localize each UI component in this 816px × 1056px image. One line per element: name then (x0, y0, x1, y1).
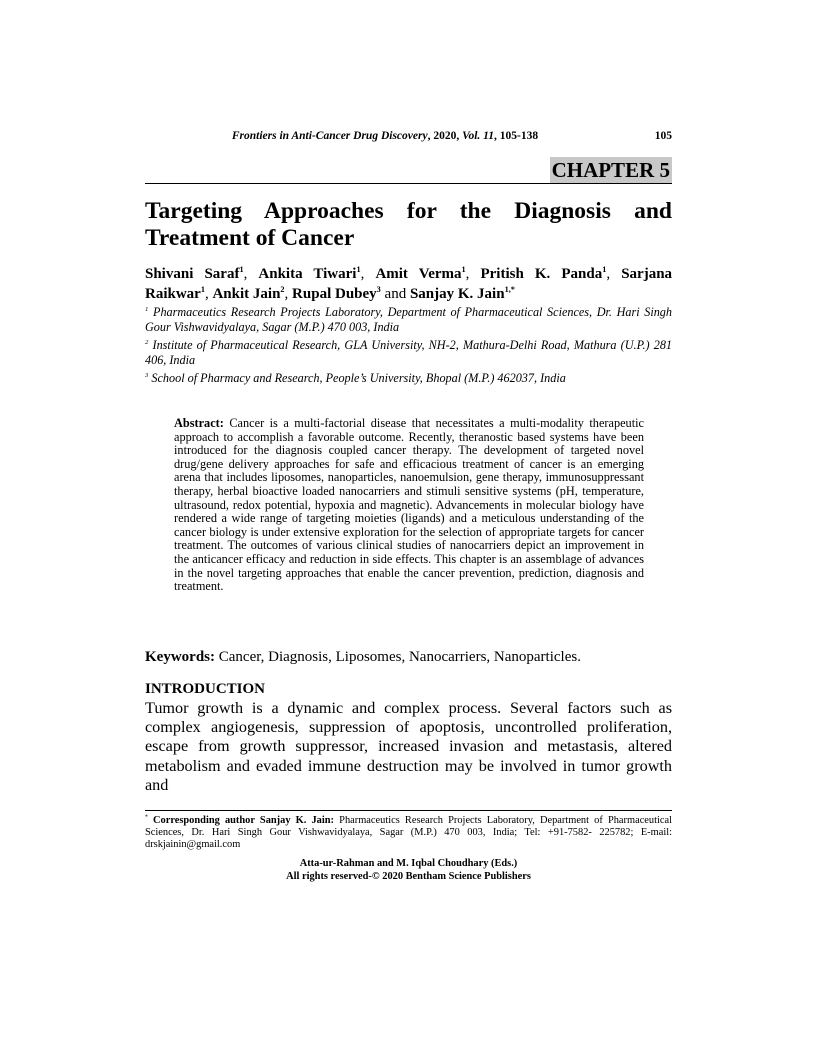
author-list: Shivani Saraf$^1$, Ankita Tiwari$^1$, Amit Verma$^1$, Pritish K. Panda$^1$, Sarjana Raikwar$^1$, Ankit Jain$^2$, Rupal Dubey$^3$ and Sanjay K. Jain$^{1,*}$ (145, 265, 673, 302)
section-heading: INTRODUCTION (145, 681, 266, 697)
affiliation-1: $^1$ Pharmaceutics Research Projects Laboratory, Department of Pharmaceutical Sciences, Dr. Hari Singh Gour Vishwavidyalaya, Sagar (M.P.) 470 003, India (145, 305, 672, 334)
author: Ankita Tiwari$^1$ (258, 265, 361, 282)
copyright: All rights reserved-© 2020 Bentham Science Publishers (286, 871, 531, 882)
author: Sanjay K. Jain$^{1,*}$ (409, 285, 515, 302)
chapter-rule (145, 183, 672, 184)
keywords-text: Cancer, Diagnosis, Liposomes, Nanocarriers, Nanoparticles. (218, 649, 581, 665)
page-number: 105 (654, 130, 672, 142)
footnote: * Corresponding author Sanjay K. Jain: Pharmaceutics Research Projects Laboratory, Department of Pharmaceutical Sciences, Dr. Hari Singh Gour Vishwavidyalaya, Sagar (M.P.) 470 003, India; Tel: +91-7582- 225782; E-mail: drskjainin@gmail.com (145, 814, 672, 850)
author: Sarjana Raikwar$^1$ (145, 266, 673, 302)
journal-name: Frontiers in Anti-Cancer Drug Discovery (231, 130, 428, 142)
introduction-paragraph: Tumor growth is a dynamic and complex process. Several factors such as complex angiogenesis, suppression of apoptosis, uncontrolled proliferation, escape from growth suppressor, increased invasion and metastasis, altered metabolism and evaded immune destruction may be involved in tumor growth and (145, 699, 672, 794)
keywords-label: Keywords: (145, 649, 215, 665)
abstract-text: Cancer is a multi-factorial disease that necessitates a multi-modality therapeutic approach to accomplish a favorable outcome. Recently, theranostic based systems have been introduced for the diagnosis coupled cancer therapy. The development of targeted novel drug/gene delivery approaches for safe and efficacious treatment of cancer is an emerging arena that includes liposomes, nanoparticles, nanoemulsion, gene therapy, immunosuppressant therapy, herbal bioactive loaded nanocarriers and stimuli sensitive systems (pH, temperature, ultrasound, redox potential, hypoxia and magnetic). Advancements in molecular biology have rendered a wide range of targeting moieties (ligands) and a meticulous understanding of the cancer biology is under extensive exploration for the selection of appropriate targets for cancer treatment. The outcomes of various clinical studies of nanocarriers depict an improvement in the anticancer efficacy and reduction in side effects. This chapter is an assemblage of advances in the novel targeting approaches that enable the cancer prevention, prediction, diagnosis and treatment. (174, 416, 644, 594)
author: Amit Verma$^1$ (375, 265, 466, 282)
affiliation-2: $^2$ Institute of Pharmaceutical Research, GLA University, NH-2, Mathura-Delhi Road, Mathura (U.P.) 281 406, India (145, 338, 673, 367)
publisher-info (145, 857, 672, 883)
journal-citation (145, 130, 625, 142)
keywords (145, 649, 672, 666)
footnote-rule (145, 810, 672, 811)
footnote-label: Corresponding author Sanjay K. Jain: (153, 815, 335, 826)
abstract (174, 417, 644, 594)
abstract-label: Abstract: (174, 416, 224, 430)
editors: Atta-ur-Rahman and M. Iqbal Choudhary (Eds.) (299, 858, 518, 869)
journal-volume: Vol. 11 (462, 130, 495, 142)
journal-pages: , 105-138 (494, 130, 539, 142)
author: Ankit Jain$^2$ (212, 285, 285, 302)
authors-and: and (384, 286, 407, 302)
author: Shivani Saraf$^1$ (145, 265, 244, 282)
journal-year: , 2020, (427, 130, 463, 142)
affiliation-3: $^3$ School of Pharmacy and Research, People’s University, Bhopal (M.P.) 462037, India (145, 371, 566, 385)
author: Pritish K. Panda$^1$ (480, 265, 607, 282)
author: Rupal Dubey$^3$ (292, 285, 381, 302)
chapter-title (145, 198, 672, 252)
title-line-2: Treatment of Cancer (145, 225, 355, 251)
chapter-label: CHAPTER 5 (551, 158, 670, 182)
footnote-text: Pharmaceutics Research Projects Laboratory, Department of Pharmaceutical Sciences, Dr. Hari Singh Gour Vishwavidyalaya, Sagar (M.P.) 470 003, India; Tel: +91-7582- 225782; E-mail: drskjainin@gmail.com (145, 815, 672, 850)
title-line-1: Targeting Approaches for the Diagnosis and (145, 198, 672, 224)
